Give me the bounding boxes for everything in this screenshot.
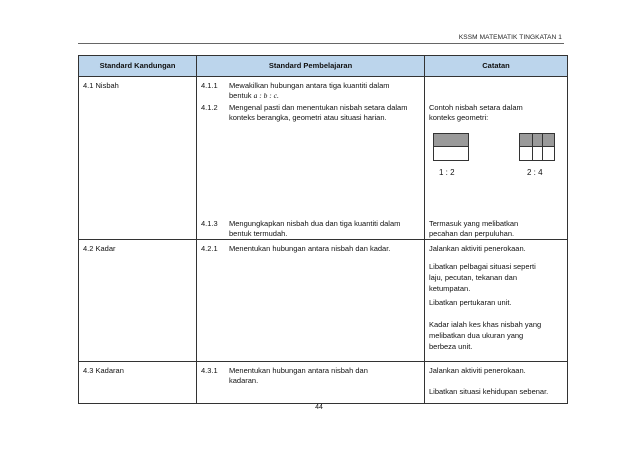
item-code: 4.1.3 [201, 219, 218, 228]
content-label: 4.1 Nisbah [83, 81, 119, 90]
header-divider [78, 43, 564, 44]
note-text: Kadar ialah kes khas nisbah yang melibatkan dua ukuran yang berbeza unit. [429, 320, 542, 351]
header-standard-pembelajaran: Standard Pembelajaran [197, 56, 425, 77]
item-code: 4.2.1 [201, 244, 218, 253]
learning-cell [197, 77, 425, 240]
item-text: Mengenal pasti dan menentukan nisbah setara dalam konteks berangka, geometri atau situasi harian. [229, 103, 408, 122]
content-cell [79, 77, 197, 240]
notes-cell [425, 362, 568, 404]
note-text: Contoh nisbah setara dalam konteks geometri: [429, 103, 523, 122]
note-text: Libatkan pelbagai situasi seperti laju, pecutan, tekanan dan ketumpatan. [429, 262, 536, 293]
learning-cell [197, 240, 425, 362]
table-row [79, 77, 568, 240]
item-text: Menentukan hubungan antara nisbah dan kadar. [229, 244, 391, 253]
item-text: Menentukan hubungan antara nisbah dan kadaran. [229, 366, 368, 385]
ratio-rectangle-right [519, 133, 555, 161]
equivalent-ratio-figure [433, 133, 563, 185]
item-text-line2: bentuk [229, 91, 252, 100]
table-header-row [79, 56, 568, 77]
item-code: 4.1.2 [201, 103, 218, 112]
content-label: 4.2 Kadar [83, 244, 116, 253]
note-text: Libatkan situasi kehidupan sebenar. [429, 387, 549, 396]
ratio-expression: a : b : c. [253, 91, 279, 100]
note-text: Jalankan aktiviti penerokaan. [429, 244, 526, 253]
item-code: 4.3.1 [201, 366, 218, 375]
table-row [79, 240, 568, 362]
note-text: Termasuk yang melibatkan pecahan dan perpuluhan. [429, 219, 519, 238]
note-text: Jalankan aktiviti penerokaan. [429, 366, 526, 375]
learning-cell [197, 362, 425, 404]
content-label: 4.3 Kadaran [83, 366, 124, 375]
shaded-part [520, 134, 554, 146]
ratio-label-right: 2 : 4 [527, 168, 543, 177]
shaded-part [434, 134, 468, 146]
ratio-label-left: 1 : 2 [439, 168, 455, 177]
divider-line [520, 146, 554, 147]
item-text [229, 81, 419, 101]
divider-line [542, 134, 543, 160]
divider-line [532, 134, 533, 160]
item-text: Mengungkapkan nisbah dua dan tiga kuantiti dalam bentuk termudah. [229, 219, 401, 238]
divider-line [434, 146, 468, 147]
ratio-rectangle-left [433, 133, 469, 161]
notes-cell [425, 240, 568, 362]
table-row [79, 362, 568, 404]
item-code: 4.1.1 [201, 81, 218, 90]
curriculum-table [78, 55, 568, 404]
document-header: KSSM MATEMATIK TINGKATAN 1 [458, 34, 562, 41]
page-number: 44 [315, 404, 323, 411]
item-text-line1: Mewakilkan hubungan antara tiga kuantiti dalam [229, 81, 390, 90]
notes-cell [425, 77, 568, 240]
note-text: Libatkan pertukaran unit. [429, 298, 512, 307]
content-cell [79, 240, 197, 362]
content-cell [79, 362, 197, 404]
header-standard-kandungan: Standard Kandungan [79, 56, 197, 77]
header-catatan: Catatan [425, 56, 568, 77]
